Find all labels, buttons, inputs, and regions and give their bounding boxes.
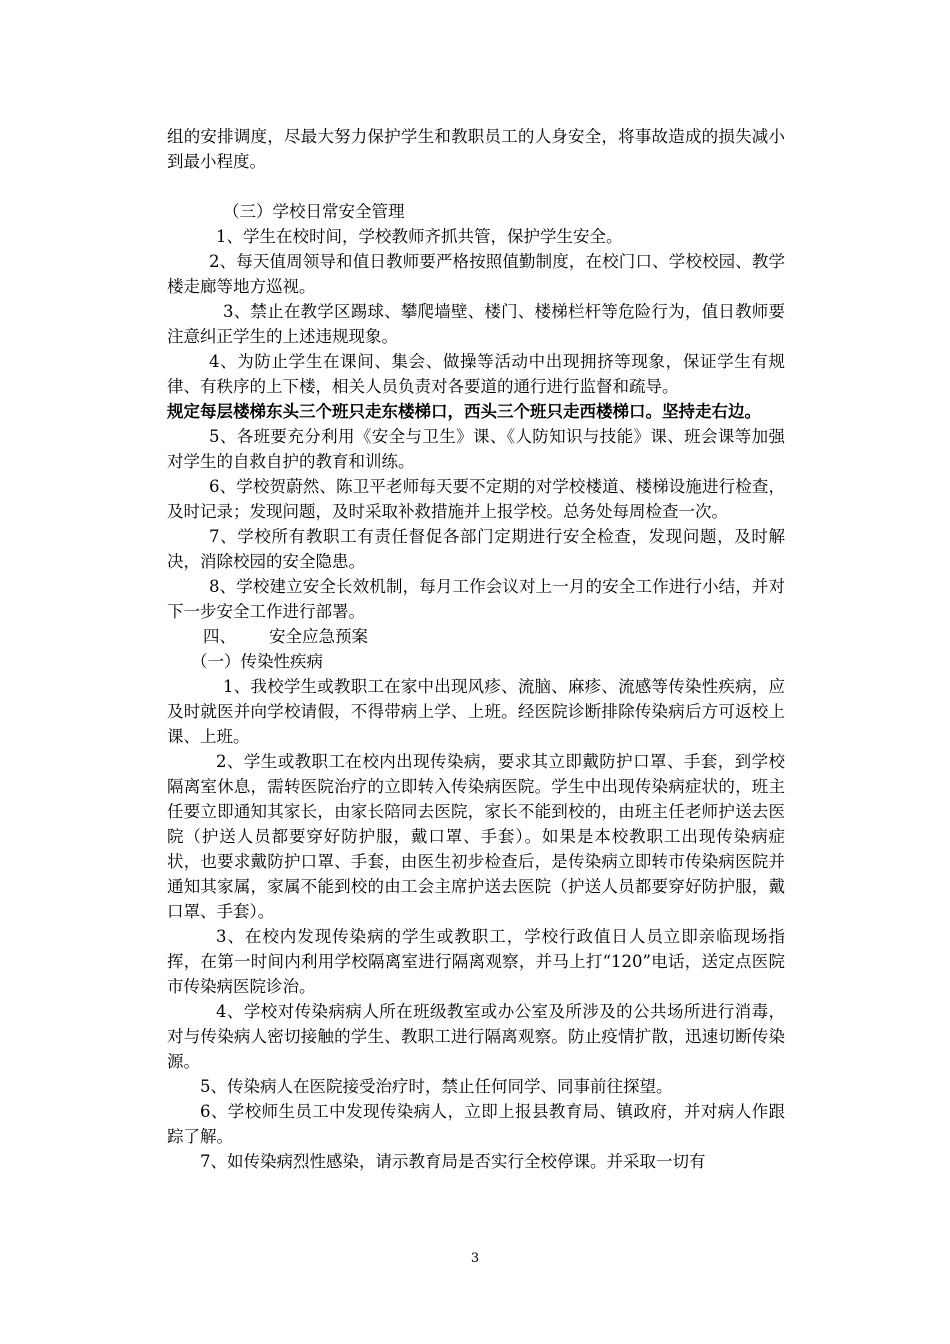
paragraph-infectious-4: 4、学校对传染病病人所在班级教室或办公室及所涉及的公共场所进行消毒，对与传染病人密切接触的学生、教职工进行隔离观察。防止疫情扩散，迅速切断传染源。	[167, 1002, 785, 1071]
paragraph-item-5: 5、各班要充分利用《安全与卫生》课、《人防知识与技能》课、班会课等加强对学生的自救自护的教育和训练。	[167, 427, 785, 471]
paragraph-item-3: 3、禁止在教学区踢球、攀爬墙壁、楼门、楼梯栏杆等危险行为，值日教师要注意纠正学生的上述违规现象。	[167, 302, 785, 346]
paragraph-item-4: 4、为防止学生在课间、集会、做操等活动中出现拥挤等现象，保证学生有规律、有秩序的上下楼，相关人员负责对各要道的通行进行监督和疏导。	[167, 352, 785, 396]
section-heading-daily-safety: （三）学校日常安全管理	[223, 202, 405, 221]
paragraph-item-7: 7、学校所有教职工有责任督促各部门定期进行安全检查，发现问题，及时解决，消除校园的安全隐患。	[167, 527, 785, 571]
section-number: 四、	[203, 627, 236, 646]
subsection-heading-infectious: （一）传染性疾病	[191, 652, 323, 671]
paragraph-stair-rule: 规定每层楼梯东头三个班只走东楼梯口，西头三个班只走西楼梯口。坚持走右边。	[167, 402, 761, 421]
paragraph-infectious-2: 2、学生或教职工在校内出现传染病，要求其立即戴防护口罩、手套，到学校隔离室休息，需转医院治疗的立即转入传染病医院。学生中出现传染病症状的，班主任要立即通知其家长，由家长陪同去医院，家长不能到校的，由班主任老师护送去医院（护送人员都要穿好防护服，戴口罩、手套）。如果是本校教职工出现传染病症状，也要求戴防护口罩、手套，由医生初步检查后，是传染病立即转市传染病医院并通知其家属，家属不能到校的由工会主席护送去医院（护送人员都要穿好防护服，戴口罩、手套）。	[167, 752, 785, 921]
paragraph-item-1: 1、学生在校时间，学校教师齐抓共管，保护学生安全。	[216, 227, 623, 246]
paragraph-item-6: 6、学校贺蔚然、陈卫平老师每天要不定期的对学校楼道、楼梯设施进行检查，及时记录；发现问题，及时采取补救措施并上报学校。总务处每周检查一次。	[167, 477, 785, 521]
section-title: 安全应急预案	[269, 627, 368, 646]
paragraph-item-2: 2、每天值周领导和值日教师要严格按照值勤制度，在校门口、学校校园、教学楼走廊等地方巡视。	[167, 252, 785, 296]
page-body	[167, 124, 785, 1174]
paragraph-infectious-7: 7、如传染病烈性感染，请示教育局是否实行全校停课。并采取一切有	[200, 1152, 706, 1171]
paragraph-item-8: 8、学校建立安全长效机制，每月工作会议对上一月的安全工作进行小结，并对下一步安全工作进行部署。	[167, 577, 785, 621]
paragraph-infectious-3: 3、在校内发现传染病的学生或教职工，学校行政值日人员立即亲临现场指挥，在第一时间内利用学校隔离室进行隔离观察，并马上打“120”电话，送定点医院市传染病医院诊治。	[167, 927, 785, 996]
paragraph-infectious-6: 6、学校师生员工中发现传染病人，立即上报县教育局、镇政府，并对病人作跟踪了解。	[167, 1102, 785, 1146]
paragraph-infectious-5: 5、传染病人在医院接受治疗时，禁止任何同学、同事前往探望。	[200, 1077, 673, 1096]
paragraph-continuation: 组的安排调度，尽最大努力保护学生和教职员工的人身安全，将事故造成的损失减小到最小程度。	[167, 127, 785, 171]
page-number: 3	[470, 1251, 480, 1266]
paragraph-infectious-1: 1、我校学生或教职工在家中出现风疹、流脑、麻疹、流感等传染性疾病，应及时就医并向学校请假，不得带病上学、上班。经医院诊断排除传染病后方可返校上课、上班。	[167, 677, 785, 746]
section-heading-emergency-plan	[167, 624, 785, 649]
